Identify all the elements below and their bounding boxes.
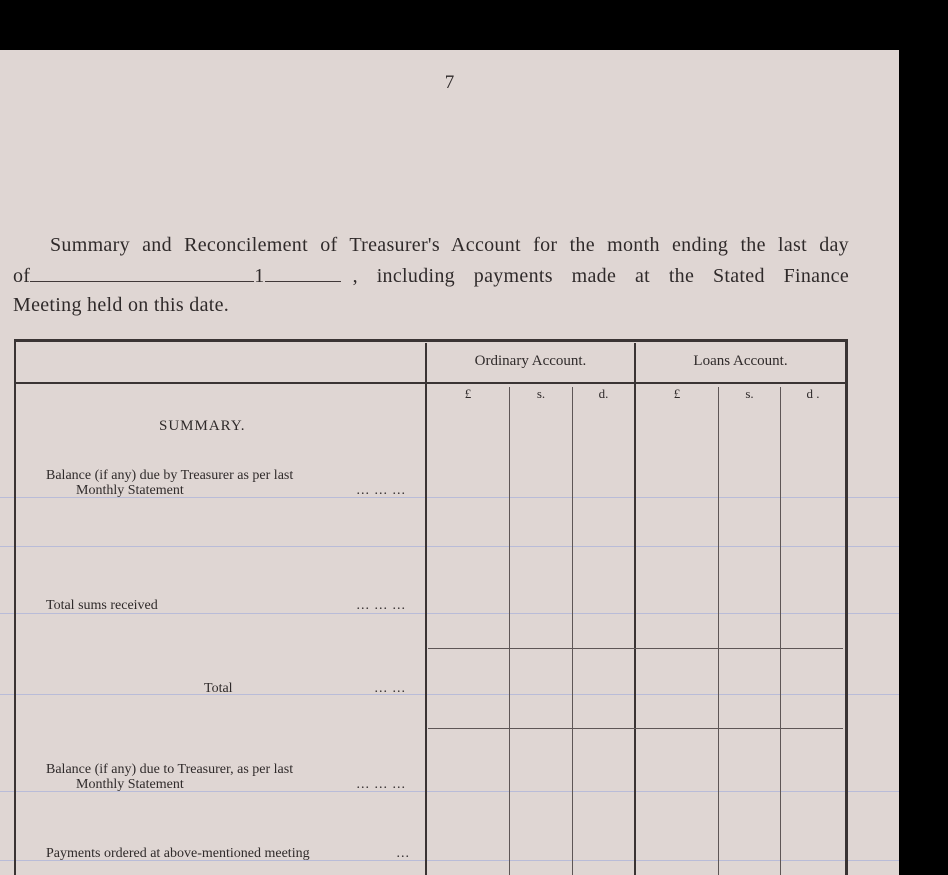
ordinary-shillings-header: s. (536, 386, 546, 401)
ordinary-pence-header: d. (598, 386, 609, 401)
leader-dots: ... ... ... (356, 598, 406, 613)
intro-line-1: Summary and Reconcilement of Treasurer's Account for the month ending the last day (50, 234, 849, 256)
leader-dots: ... ... ... (356, 777, 406, 792)
intro-line-3: Meeting held on this date. (13, 294, 230, 316)
header-separator (16, 382, 845, 384)
account-divider (634, 343, 636, 875)
total-sums-received-row (46, 598, 406, 613)
balance-due-by-line-2 (46, 483, 406, 498)
total-rule-upper (428, 648, 843, 649)
month-blank (30, 267, 254, 282)
balance-due-by-treasurer (46, 468, 406, 498)
subcolumn-divider (572, 387, 573, 875)
balance-due-to-treasurer (46, 762, 406, 792)
balance-due-to-label-2: Monthly Statement (76, 777, 184, 792)
leader-dots: ... ... (374, 681, 406, 696)
year-prefix: 1 (254, 265, 265, 287)
intro-line-2-text: , including payments made at the Stated Finance (352, 265, 849, 287)
loans-pence-header: d . (806, 386, 820, 401)
table-top-border (14, 339, 848, 342)
loans-shillings-header: s. (745, 386, 754, 401)
total-sums-received-label: Total sums received (46, 598, 158, 613)
year-blank (265, 267, 341, 282)
balance-due-to-line-2 (46, 777, 406, 792)
payments-ordered-label: Payments ordered at above-mentioned meeting (46, 846, 310, 861)
summary-heading: SUMMARY. (159, 418, 246, 434)
loans-pounds-header: £ (673, 386, 681, 401)
ordinary-account-header: Ordinary Account. (474, 353, 587, 369)
leader-dots: ... (396, 846, 410, 861)
total-label: Total (204, 681, 233, 696)
intro-line-2 (13, 265, 849, 288)
balance-due-by-line-1: Balance (if any) due by Treasurer as per last (46, 468, 294, 483)
page-number: 7 (444, 72, 455, 93)
scan-border-right (899, 50, 948, 875)
total-rule-lower (428, 728, 843, 729)
ordinary-pounds-header: £ (464, 386, 472, 401)
scan-border-top (0, 0, 948, 50)
subcolumn-divider (780, 387, 781, 875)
balance-due-by-label-2: Monthly Statement (76, 483, 184, 498)
reconcilement-table (14, 339, 848, 875)
balance-due-to-line-1: Balance (if any) due to Treasurer, as per last (46, 762, 294, 777)
subcolumn-divider (718, 387, 719, 875)
loans-account-header: Loans Account. (693, 353, 788, 369)
label-column-divider (425, 343, 427, 875)
leader-dots: ... ... ... (356, 483, 406, 498)
table-right-border (845, 339, 848, 875)
payments-ordered-row (46, 846, 410, 861)
table-left-border (14, 339, 16, 875)
total-row (204, 681, 406, 696)
intro-of-label: of (13, 265, 31, 287)
subcolumn-divider (509, 387, 510, 875)
document-page (0, 50, 899, 875)
